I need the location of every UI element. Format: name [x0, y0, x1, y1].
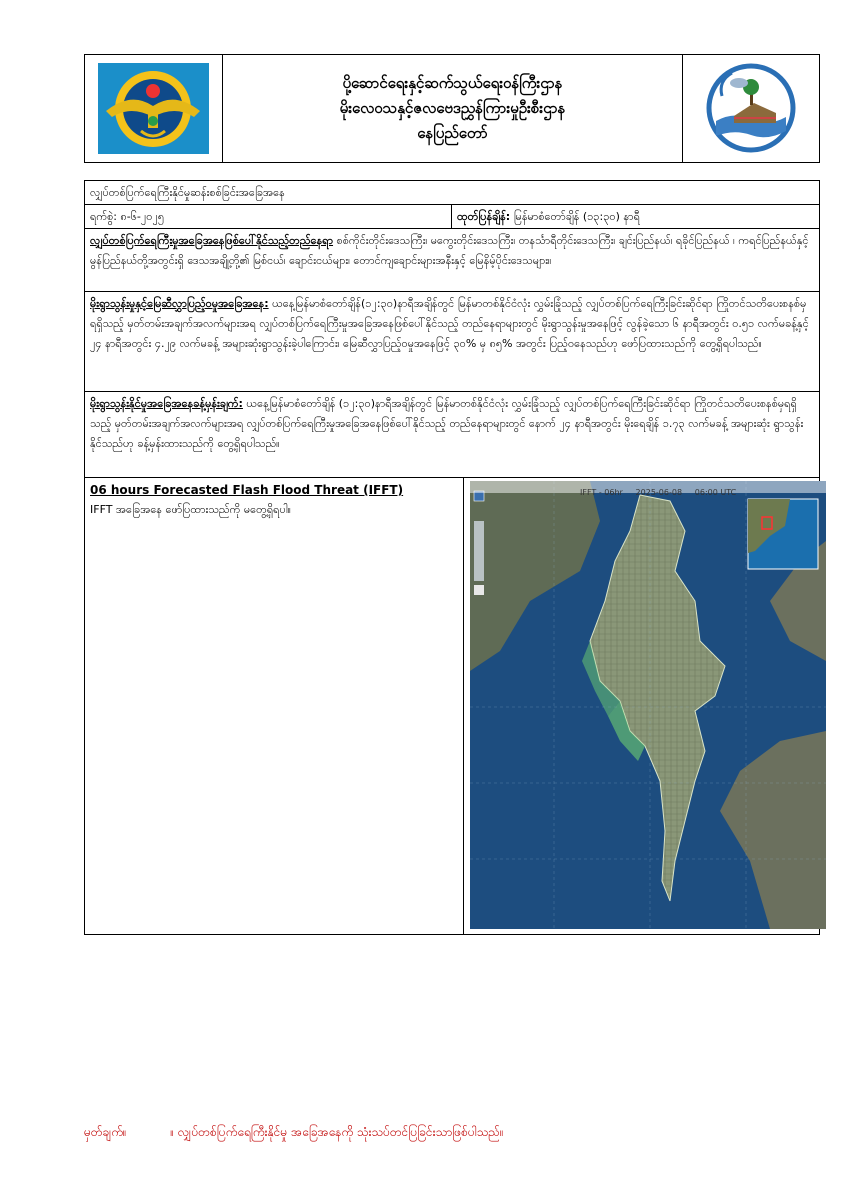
map-time: 06:00 UTC	[694, 488, 737, 497]
dept-line-3: နေပြည်တော်	[417, 124, 488, 142]
report-title: လျှပ်တစ်ပြက်ရေကြီးနိုင်မှုဆန်းစစ်ခြင်းအခြေအနေ	[85, 181, 819, 205]
ministry-title-cell	[223, 55, 683, 162]
issue-time	[452, 205, 819, 228]
footer-note-text: ။ လျှပ်တစ်ပြက်ရေကြီးနိုင်မှု အခြေအနေကို သုံးသပ်တင်ပြခြင်းသာဖြစ်ပါသည်။	[170, 1125, 504, 1139]
affected-area-row	[85, 229, 819, 292]
ifft-title: 06 hours Forecasted Flash Flood Threat (IFFT)	[90, 483, 404, 497]
ministry-logo-cell	[85, 55, 223, 162]
issue-time-label: ထုတ်ပြန်ချိန်:	[457, 210, 511, 223]
ifft-map-graphic	[470, 481, 826, 929]
forecast-label: မိုးရွာသွန်းနိုင်မှုအခြေအနေခန့်မှန်းချက်:	[90, 397, 243, 410]
observation-text: ယနေ့မြန်မာစံတော်ချိန်(၁၂:၃၀)နာရီအချိန်တွင် မြန်မာတစ်နိုင်ငံလုံး လွှမ်းခြုံသည့် လျှပ်တစ်ပြက်ရေကြီးခြင်းဆိုင်ရာ ကြိုတင်သတိပေးစနစ်မှရရှိသည့် မှတ်တမ်းအချက်အလက်များအရ လျှပ်တစ်ပြက်ရေကြီးမှုအခြေအနေဖြစ်ပေါ်နိုင်သည့် တည်နေရာများတွင် မိုးရွာသွန်းမှုအနေဖြင့် လွန်ခဲ့သော ၆ နာရီအတွင်း ၀.၅၁ လက်မခန့်နှင့် ၂၄ နာရီအတွင်း ၄.၂၉ လက်မခန့် အများဆုံးရွာသွန်းခဲ့ပါကြောင်း၊ မြေဆီလွှာပြည့်ဝမှုအနေဖြင့် ၃၀% မှ ၈၅% အတွင်း ပြည့်ဝနေသည်ဟု ဖော်ပြထားသည်ကို တွေ့ရှိရပါသည်။	[90, 297, 809, 350]
forecast-text: ယနေ့မြန်မာစံတော်ချိန် (၁၂:၃၀)နာရီအချိန်တွင် မြန်မာတစ်နိုင်ငံလုံး လွှမ်းခြုံသည့် လျှပ်တစ်ပြက်ရေကြီးခြင်းဆိုင်ရာ ကြိုတင်သတိပေးစနစ်မှရရှိသည့် မှတ်တမ်းအချက်အလက်များအရ လျှပ်တစ်ပြက်ရေကြီးမှုအခြေအနေဖြစ်ပေါ်နိုင်သည့် တည်နေရာများတွင် နောက် ၂၄ နာရီအတွင်း မိုးရေချိန် ၁.၇၃ လက်မခန့် အများဆုံး ရွာသွန်းနိုင်သည်ဟု ခန့်မှန်းထားသည်ကို တွေ့ရှိရပါသည်။	[90, 397, 804, 450]
dept-line-2: မိုးလေဝသနှင့်ဇလဗေဒညွှန်ကြားမှုဦးစီးဌာန	[339, 99, 566, 117]
ministry-logo-icon	[96, 61, 211, 156]
affected-area-text: စစ်ကိုင်းတိုင်းဒေသကြီး၊ မကွေးတိုင်းဒေသကြီး၊ တနင်္သာရီတိုင်းဒေသကြီး၊ ချင်းပြည်နယ်၊ ရခိုင်ပြည်နယ် ၊ ကရင်ပြည်နယ်နှင့် မွန်ပြည်နယ်တို့အတွင်းရှိ ဒေသအချို့တို့၏ မြစ်ငယ်၊ ချောင်းငယ်များ၊ တောင်ကျချောင်းများအနီးနှင့် မြေနိမ့်ပိုင်းဒေသများ။	[90, 234, 809, 267]
affected-area-label: လျှပ်တစ်ပြက်ရေကြီးမှုအခြေအနေဖြစ်ပေါ်နိုင်သည့်တည်နေရာ	[90, 234, 334, 247]
map-header	[580, 483, 736, 503]
footer-note-label: မှတ်ချက်။	[84, 1125, 127, 1139]
report-table	[84, 180, 820, 935]
ifft-row	[85, 478, 819, 934]
footer-note	[84, 1124, 544, 1142]
header-table	[84, 54, 820, 163]
hydrology-logo-icon	[704, 61, 799, 156]
dept-line-1: ပို့ဆောင်ရေးနှင့်ဆက်သွယ်ရေးဝန်ကြီးဌာန	[342, 74, 563, 92]
forecast-row	[85, 392, 819, 478]
ifft-map-cell	[464, 478, 819, 934]
dmh-logo-cell	[683, 55, 819, 162]
issue-time-value: မြန်မာစံတော်ချိန် (၁၃:၃၀) နာရီ	[513, 210, 640, 223]
observation-row	[85, 292, 819, 392]
ifft-map	[470, 481, 826, 929]
observation-label: မိုးရွာသွန်းမှုနှင့်မြေဆီလွှာပြည့်ဝမှုအခြေအနေ:	[90, 297, 269, 310]
date-issue-row	[85, 205, 819, 229]
map-date: 2025-06-08	[635, 488, 683, 497]
ifft-text-cell	[85, 478, 464, 934]
ifft-status: IFFT အခြေအနေ ဖော်ပြထားသည်ကို မတွေ့ရှိရပါ။	[90, 503, 291, 516]
report-date: ရက်စွဲ: ၈-၆-၂၀၂၅	[85, 205, 452, 228]
map-product: IFFT - 06hr	[580, 488, 623, 497]
